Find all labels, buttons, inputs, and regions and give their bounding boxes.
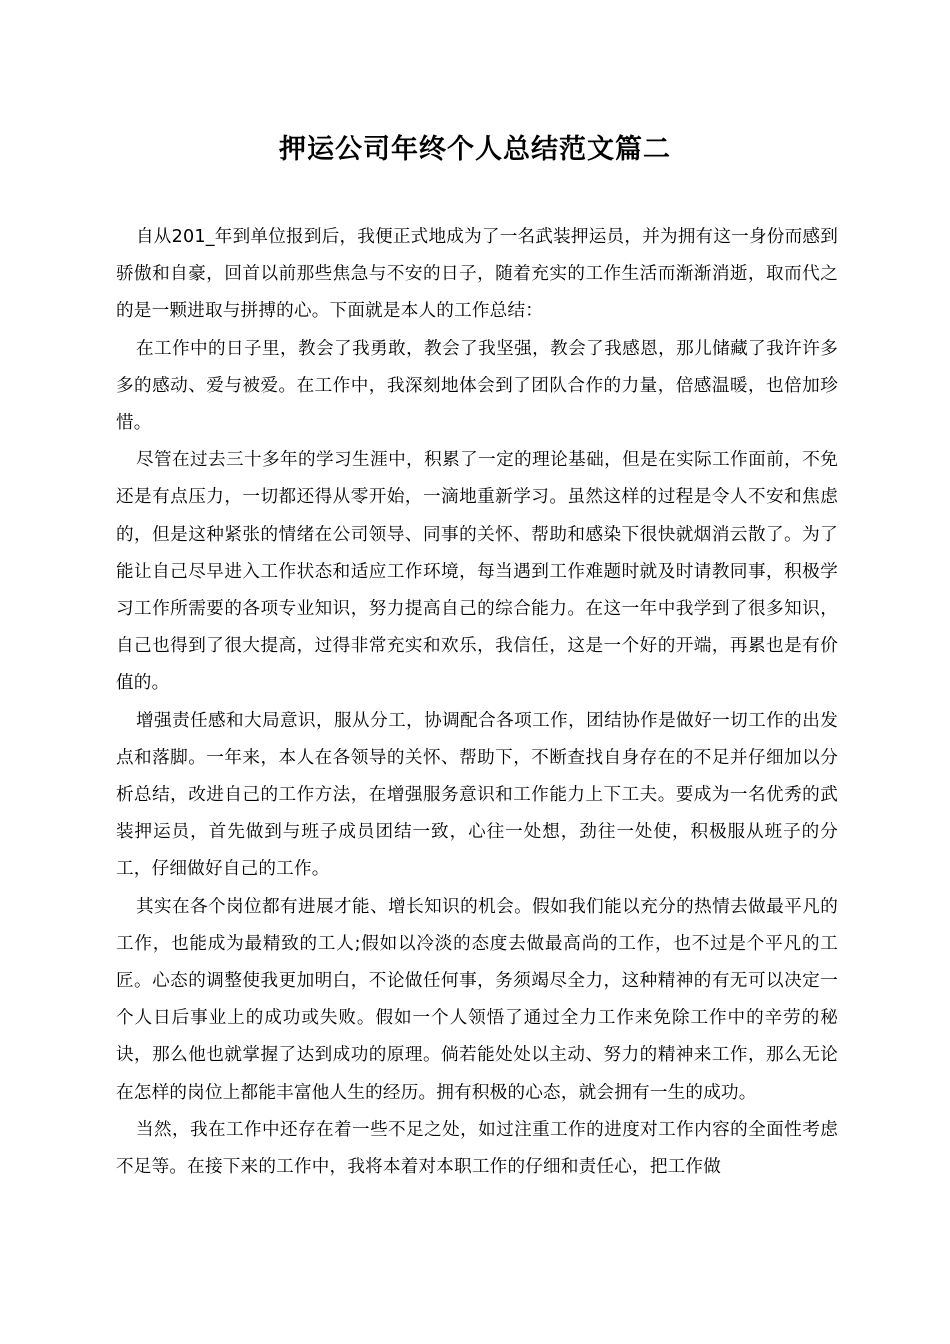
document-title: 押运公司年终个人总结范文篇二 <box>279 134 671 165</box>
paragraph-4: 增强责任感和大局意识，服从分工，协调配合各项工作，团结协作是做好一切工作的出发点和落脚。一年来，本人在各领导的关怀、帮助下，不断查找自身存在的不足并仔细加以分析总结，改进自己的工作方法，在增强服务意识和工作能力上下工夫。要成为一名优秀的武装押运员，首先做到与班子成员团结一致，心往一处想，劲往一处使，积极服从班子的分工，仔细做好自己的工作。 <box>116 710 838 880</box>
document-body <box>116 219 838 1186</box>
paragraph-3: 尽管在过去三十多年的学习生涯中，积累了一定的理论基础，但是在实际工作面前，不免还是有点压力，一切都还得从零开始，一滴地重新学习。虽然这样的过程是令人不安和焦虑的，但是这种紧张的情绪在公司领导、同事的关怀、帮助和感染下很快就烟消云散了。为了能让自己尽早进入工作状态和适应工作环境，每当遇到工作难题时就及时请教同事，积极学习工作所需要的各项专业知识，努力提高自己的综合能力。在这一年中我学到了很多知识，自己也得到了很大提高，过得非常充实和欢乐，我信任，这是一个好的开端，再累也是有价值的。 <box>116 450 838 694</box>
paragraph-2: 在工作中的日子里，教会了我勇敢，教会了我坚强，教会了我感恩，那儿储藏了我许许多多的感动、爱与被爱。在工作中，我深刻地体会到了团队合作的力量，倍感温暖，也倍加珍惜。 <box>116 338 838 434</box>
paragraph-1: 自从201_年到单位报到后，我便正式地成为了一名武装押运员，并为拥有这一身份而感到骄傲和自豪，回首以前那些焦急与不安的日子，随着充实的工作生活而渐渐消逝，取而代之的是一颗进取与拼搏的心。下面就是本人的工作总结： <box>116 227 838 322</box>
paragraph-5: 其实在各个岗位都有进展才能、增长知识的机会。假如我们能以充分的热情去做最平凡的工作，也能成为最精致的工人;假如以冷淡的态度去做最高尚的工作，也不过是个平凡的工匠。心态的调整使我更加明白，不论做任何事，务须竭尽全力，这种精神的有无可以决定一个人日后事业上的成功或失败。假如一个人领悟了通过全力工作来免除工作中的辛劳的秘诀，那么他也就掌握了达到成功的原理。倘若能处处以主动、努力的精神来工作，那么无论在怎样的岗位上都能丰富他人生的经历。拥有积极的心态，就会拥有一生的成功。 <box>116 896 838 1103</box>
paragraph-6: 当然，我在工作中还存在着一些不足之处，如过注重工作的进度对工作内容的全面性考虑不足等。在接下来的工作中，我将本着对本职工作的仔细和责任心，把工作做 <box>116 1119 838 1178</box>
